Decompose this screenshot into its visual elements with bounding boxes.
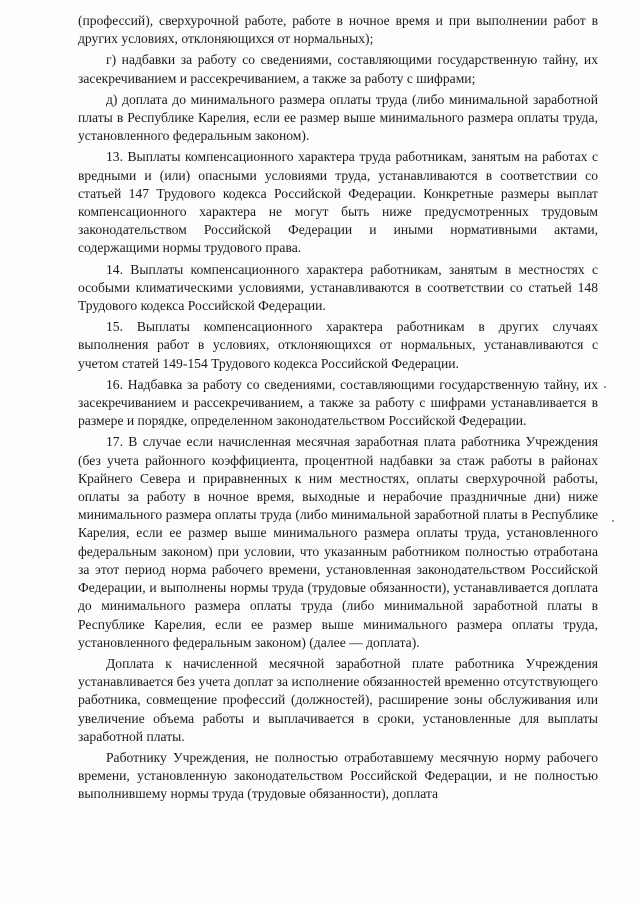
paragraph-worker-incomplete: Работнику Учреждения, не полностью отработавшему месячную норму рабочего времени, установленную законодательством Российской Федерации, и не полностью выполнившему нормы труда (трудовые обязанности), доплата [78, 749, 598, 802]
paragraph-14: 14. Выплаты компенсационного характера работникам, занятым в местностях с особыми климатическими условиями, устанавливаются в соответствии со статьей 148 Трудового кодекса Российской Федерации. [78, 261, 598, 314]
paragraph-17: 17. В случае если начисленная месячная заработная плата работника Учреждения (без учета районного коэффициента, процентной надбавки за стаж работы в районах Крайнего Севера и приравненных к ним местностях, оплаты сверхурочной работы, оплаты за работу в ночное время, выходные и нерабочие праздничные дни) ниже минимального размера оплаты труда (либо минимальной заработной платы в Республике Карелия, если ее размер выше минимального размера оплаты труда, установленного федеральным законом) при условии, что указанным работником полностью отработана за этот период норма рабочего времени, установленная законодательством Российской Федерации, и выполнены нормы труда (трудовые обязанности), устанавливается доплата до минимального размера оплаты труда (либо минимальной заработной платы в Республике Карелия, если ее размер выше минимального размера оплаты труда, установленного федеральным законом) (далее — доплата). [78, 434, 598, 650]
paragraph-15: 15. Выплаты компенсационного характера работникам в других случаях выполнения работ в условиях, отклоняющихся от нормальных, устанавливаются с учетом статей 149-154 Трудового кодекса Российской Федерации. [78, 319, 598, 371]
document-body [78, 12, 598, 807]
scan-speck [612, 520, 614, 522]
paragraph-13: 13. Выплаты компенсационного характера труда работникам, занятым на работах с вредными и (или) опасными условиями труда, устанавливаются в соответствии со статьей 147 Трудового кодекса Российской Федерации. Конкретные размеры выплат компенсационного характера не могут быть ниже предусмотренных трудовым законодательством Российской Федерации и иными нормативными актами, содержащими нормы трудового права. [78, 149, 598, 256]
paragraph-item-d: д) доплата до минимального размера оплаты труда (либо минимальной заработной платы в Республике Карелия, если ее размер выше минимального размера оплаты труда, установленного федеральным законом). [78, 91, 598, 144]
paragraph-16: 16. Надбавка за работу со сведениями, составляющими государственную тайну, их засекречиванием и рассекречиванием, а также за работу с шифрами устанавливается в размере и порядке, определенном законодательством Российской Федерации. [78, 376, 598, 429]
paragraph-continuation: (профессий), сверхурочной работе, работе в ночное время и при выполнении работ в других условиях, отклоняющихся от нормальных); [78, 13, 598, 47]
paragraph-doplata: Доплата к начисленной месячной заработной плате работника Учреждения устанавливается без учета доплат за исполнение обязанностей временно отсутствующего работника, совмещение профессий (должностей), расширение зоны обслуживания или увеличение объема работы и выплачивается в сроки, установленные для выплаты заработной платы. [78, 655, 598, 744]
paragraph-item-g: г) надбавки за работу со сведениями, составляющими государственную тайну, их засекречиванием и рассекречиванием, а также за работу с шифрами; [78, 52, 598, 86]
scan-speck [604, 386, 606, 388]
